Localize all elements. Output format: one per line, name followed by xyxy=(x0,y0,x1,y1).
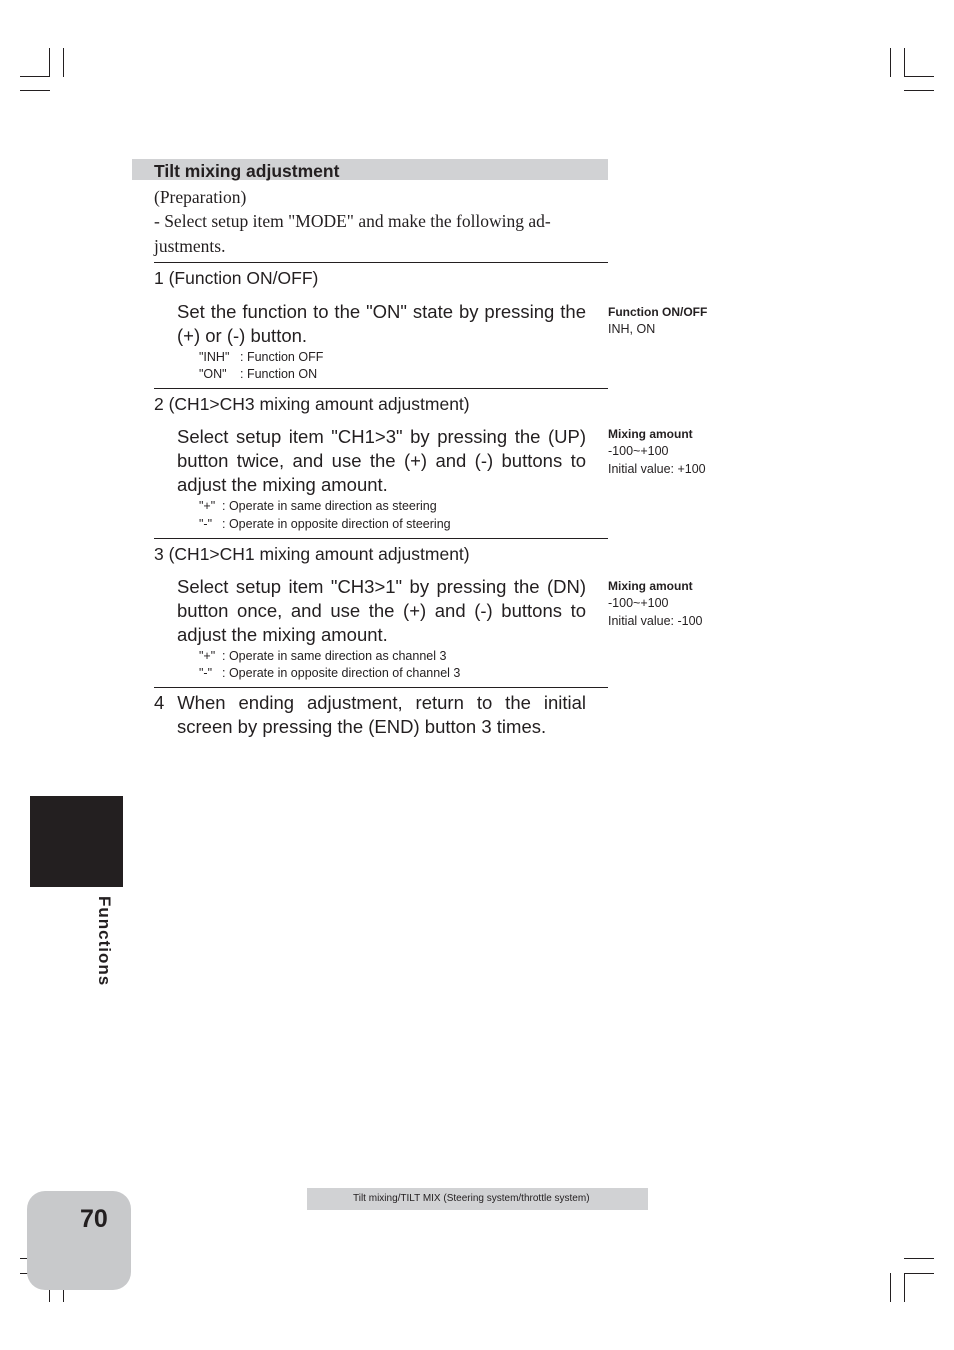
crop-mark xyxy=(904,48,905,77)
sidenote-line: Initial value: +100 xyxy=(608,461,706,476)
note-value: : Operate in opposite direction of channel 3 xyxy=(222,666,461,680)
sidenote-title: Mixing amount xyxy=(608,427,693,441)
step-2-body: Select setup item "CH1>3" by pressing the (UP) button twice, and use the (+) and (-) buttons to adjust the mixing amount. xyxy=(177,426,586,495)
preparation-label: (Preparation) xyxy=(154,187,247,207)
step-1-note xyxy=(199,349,323,367)
note-value: : Operate in same direction as steering xyxy=(222,499,437,513)
crop-mark xyxy=(904,76,934,77)
note-key: "+" xyxy=(199,649,216,663)
instruction-line-2: justments. xyxy=(154,236,226,256)
crop-mark xyxy=(904,1273,934,1274)
note-key: "ON" xyxy=(199,367,227,381)
divider xyxy=(154,262,608,263)
chapter-tab-block xyxy=(30,796,123,887)
step-3-title: 3 (CH1>CH1 mixing amount adjustment) xyxy=(154,544,470,564)
note-value: : Function OFF xyxy=(240,350,324,364)
page-number: 70 xyxy=(80,1205,108,1233)
sidenote-title: Function ON/OFF xyxy=(608,305,708,319)
note-key: "-" xyxy=(199,517,213,531)
step-1-title: 1 (Function ON/OFF) xyxy=(154,268,319,288)
sidenote-line: INH, ON xyxy=(608,322,656,336)
divider xyxy=(154,538,608,539)
note-key: "INH" xyxy=(199,350,230,364)
instruction-line-1: - Select setup item "MODE" and make the following ad- xyxy=(154,211,551,231)
crop-mark xyxy=(49,48,50,77)
step-2-title: 2 (CH1>CH3 mixing amount adjustment) xyxy=(154,394,470,414)
page-number-box xyxy=(27,1191,131,1290)
note-key: "-" xyxy=(199,666,213,680)
footer-text: Tilt mixing/TILT MIX (Steering system/throttle system) xyxy=(353,1193,590,1204)
sidenote-line: Initial value: -100 xyxy=(608,613,703,628)
sidenote-line: -100~+100 xyxy=(608,596,669,610)
crop-mark xyxy=(20,76,50,77)
sidenote xyxy=(608,578,703,630)
sidenote xyxy=(608,426,706,478)
divider xyxy=(154,388,608,389)
step-3-note xyxy=(199,665,460,683)
crop-mark xyxy=(890,48,891,77)
step-1-body: Set the function to the "ON" state by pressing the (+) or (-) button. xyxy=(177,301,586,346)
note-value: : Operate in same direction as channel 3 xyxy=(222,649,447,663)
sidenote-line: -100~+100 xyxy=(608,444,669,458)
step-3-note xyxy=(199,648,446,666)
note-value: : Function ON xyxy=(240,367,318,381)
note-value: : Operate in opposite direction of steering xyxy=(222,517,451,531)
step-4-line-1: 4 When ending adjustment, return to the initial xyxy=(154,692,586,713)
step-2-note xyxy=(199,516,451,534)
step-4-line-2: screen by pressing the (END) button 3 times. xyxy=(177,716,547,737)
crop-mark xyxy=(890,1273,891,1302)
crop-mark xyxy=(63,48,64,77)
sidenote-title: Mixing amount xyxy=(608,579,693,593)
crop-mark xyxy=(904,90,934,91)
step-2-note xyxy=(199,498,437,516)
note-key: "+" xyxy=(199,499,216,513)
crop-mark xyxy=(20,90,50,91)
crop-mark xyxy=(904,1258,934,1259)
step-3-body: Select setup item "CH3>1" by pressing the (DN) button once, and use the (+) and (-) buttons to adjust the mixing amount. xyxy=(177,576,586,645)
sidenote xyxy=(608,304,707,339)
divider xyxy=(154,687,608,688)
step-1-note xyxy=(199,366,317,384)
crop-mark xyxy=(904,1273,905,1302)
chapter-tab-label: Functions xyxy=(95,896,114,987)
section-title: Tilt mixing adjustment xyxy=(154,161,340,181)
